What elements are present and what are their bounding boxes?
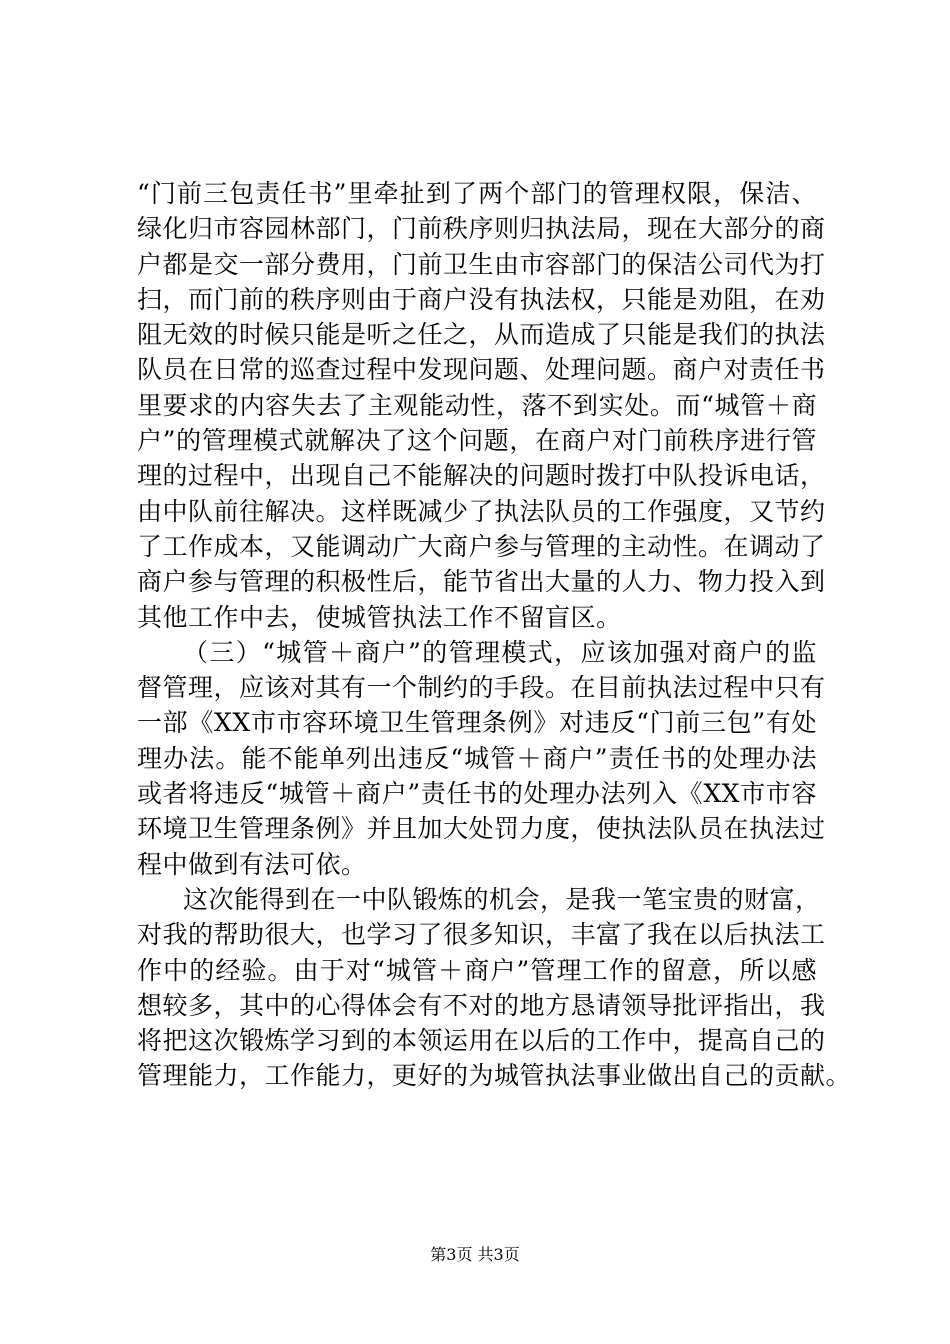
text-line: 户”的管理模式就解决了这个问题，在商户对门前秩序进行管 <box>137 426 817 456</box>
text-line: 管理能力，工作能力，更好的为城管执法事业做出自己的贡献。 <box>137 1061 852 1091</box>
text-line: 其他工作中去，使城管执法工作不留盲区。 <box>137 602 622 632</box>
text-line: 由中队前往解决。这样既减少了执法队员的工作强度，又节约 <box>137 496 826 526</box>
text-line: 里要求的内容失去了主观能动性，落不到实处。而“城管＋商 <box>137 390 817 420</box>
text-line: 这次能得到在一中队锻炼的机会，是我一笔宝贵的财富， <box>183 884 821 914</box>
page-number: 第3页 共3页 <box>430 1245 520 1264</box>
text-line: “门前三包责任书”里牵扯到了两个部门的管理权限，保洁、 <box>137 179 817 208</box>
text-line: 扫，而门前的秩序则由于商户没有执法权，只能是劝阻，在劝 <box>137 284 826 314</box>
text-line: 理办法。能不能单列出违反“城管＋商户”责任书的处理办法 <box>137 743 817 773</box>
text-line: 商户参与管理的积极性后，能节省出大量的人力、物力投入到 <box>137 567 826 597</box>
text-line: 程中做到有法可依。 <box>137 849 367 879</box>
text-line: 绿化归市容园林部门，门前秩序则归执法局，现在大部分的商 <box>137 214 826 244</box>
text-line: 阻无效的时候只能是听之任之，从而造成了只能是我们的执法 <box>137 320 826 350</box>
document-body <box>137 176 852 1094</box>
text-line: 队员在日常的巡查过程中发现问题、处理问题。商户对责任书 <box>137 355 826 385</box>
text-line: （三）“城管＋商户”的管理模式，应该加强对商户的监 <box>183 637 817 667</box>
text-line: 将把这次锻炼学习到的本领运用在以后的工作中，提高自己的 <box>137 1026 826 1056</box>
text-line: 对我的帮助很大，也学习了很多知识，丰富了我在以后执法工 <box>137 920 826 950</box>
text-line: 督管理，应该对其有一个制约的手段。在目前执法过程中只有 <box>137 673 826 703</box>
text-line: 户都是交一部分费用，门前卫生由市容部门的保洁公司代为打 <box>137 249 826 279</box>
text-line: 了工作成本，又能调动广大商户参与管理的主动性。在调动了 <box>137 531 826 561</box>
text-line: 一部《XX市市容环境卫生管理条例》对违反“门前三包”有处 <box>137 708 817 738</box>
text-line: 想较多，其中的心得体会有不对的地方恳请领导批评指出，我 <box>137 990 826 1020</box>
text-line: 理的过程中，出现自己不能解决的问题时拨打中队投诉电话， <box>137 461 826 491</box>
text-line: 环境卫生管理条例》并且加大处罚力度，使执法队员在执法过 <box>137 814 826 844</box>
text-line: 或者将违反“城管＋商户”责任书的处理办法列入《XX市市容 <box>137 779 817 809</box>
text-line: 作中的经验。由于对“城管＋商户”管理工作的留意，所以感 <box>137 955 817 985</box>
